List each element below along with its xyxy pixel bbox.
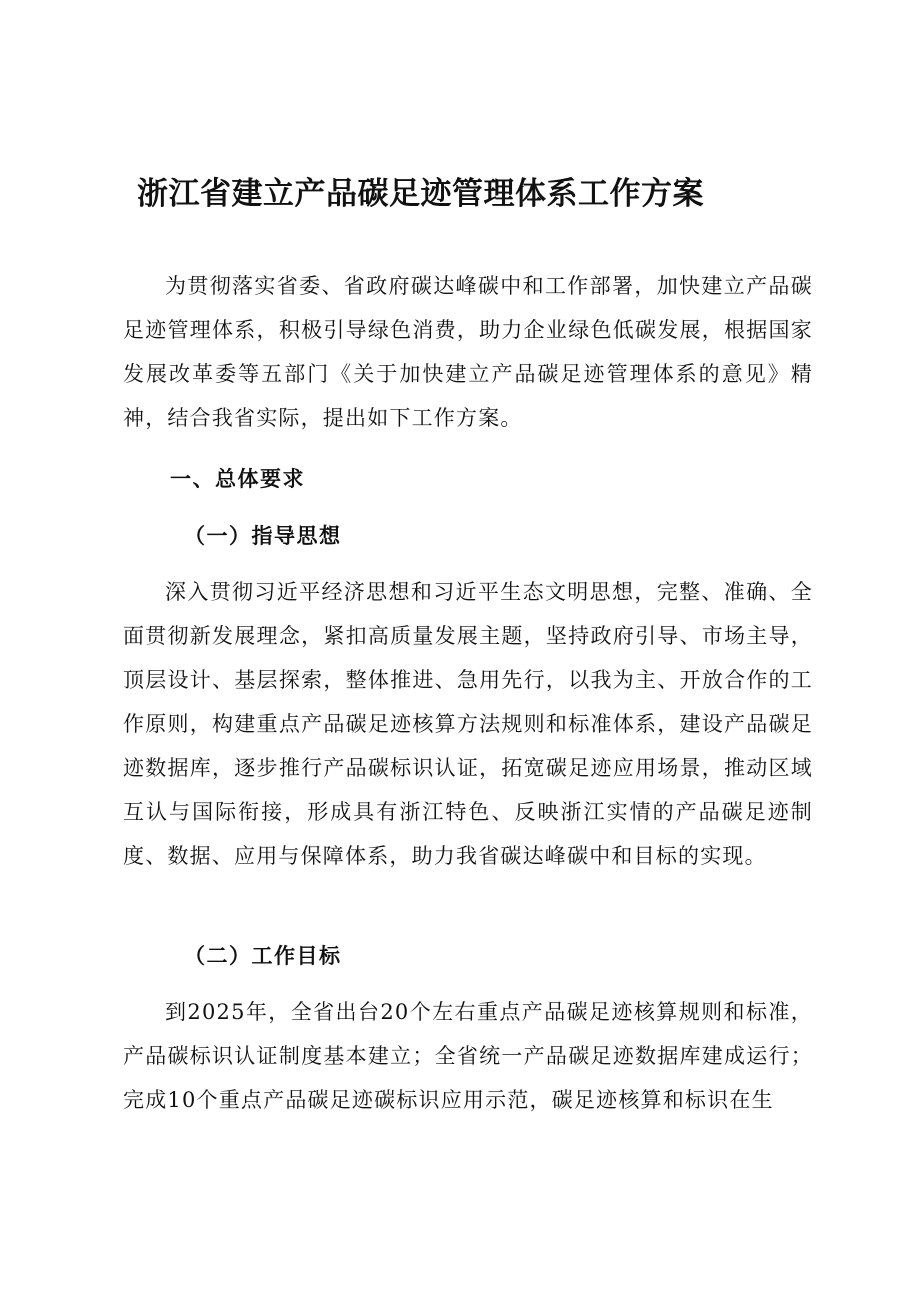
intro-paragraph: 为贯彻落实省委、省政府碳达峰碳中和工作部署，加快建立产品碳足迹管理体系，积极引导绿色消费，助力企业绿色低碳发展，根据国家发展改革委等五部门《关于加快建立产品碳足迹管理体系的意见》精神，结合我省实际，提出如下工作方案。 — [123, 274, 813, 430]
guiding-ideology-paragraph: 深入贯彻习近平经济思想和习近平生态文明思想，完整、准确、全面贯彻新发展理念，紧扣高质量发展主题，坚持政府引导、市场主导，顶层设计、基层探索，整体推进、急用先行，以我为主、开放合作的工作原则，构建重点产品碳足迹核算方法规则和标准体系，建设产品碳足迹数据库，逐步推行产品碳标识认证，拓宽碳足迹应用场景，推动区域互认与国际衔接，形成具有浙江特色、反映浙江实情的产品碳足迹制度、数据、应用与保障体系，助力我省碳达峰碳中和目标的实现。 — [123, 580, 813, 868]
work-goals-paragraph: 到2025年，全省出台20个左右重点产品碳足迹核算规则和标准，产品碳标识认证制度基本建立；全省统一产品碳足迹数据库建成运行；完成10个重点产品碳足迹碳标识应用示范，碳足迹核算和标识在生 — [123, 1000, 813, 1112]
section-heading-general-requirements: 一、总体要求 — [170, 467, 305, 491]
document-title: 浙江省建立产品碳足迹管理体系工作方案 — [137, 176, 704, 212]
subsection-heading-work-goals: （二）工作目标 — [184, 943, 342, 968]
subsection-heading-guiding-ideology: （一）指导思想 — [184, 523, 342, 548]
